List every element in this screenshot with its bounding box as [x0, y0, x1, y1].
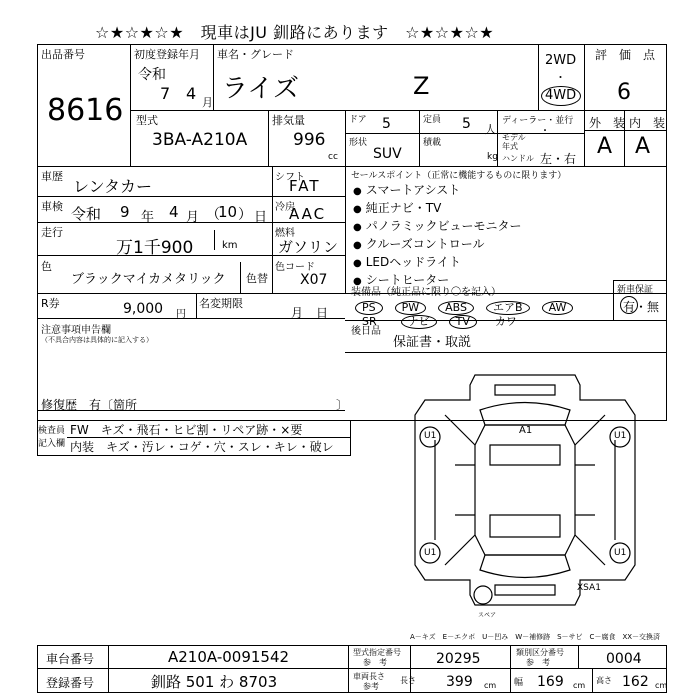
divider — [37, 668, 667, 669]
car-name: ライズ — [222, 74, 299, 104]
divider — [240, 262, 241, 293]
inspector-row-2: 内装 キズ・汚レ・コゲ・穴・スレ・キレ・破レ — [70, 440, 334, 454]
equip-aw: AW — [542, 301, 574, 315]
sales-points-label: セールスポイント（正常に機能するものに限ります） — [351, 171, 567, 181]
height-label: 高さ — [596, 676, 612, 685]
color-code: X07 — [300, 272, 328, 288]
first-reg-label: 初度登録年月 — [134, 48, 200, 61]
divider — [345, 166, 346, 293]
divider — [345, 352, 667, 353]
sales-points-list — [353, 182, 522, 290]
damage-mark-u1: U1 — [614, 548, 627, 558]
color-code-label: 色コード — [275, 262, 315, 273]
notes-label: 注意事項申告欄 — [41, 325, 111, 336]
class-ref: 参 考 — [526, 658, 550, 667]
history-label: 車歴 — [41, 170, 63, 183]
height-unit: cm — [655, 681, 668, 690]
equip-airbag: エアB — [486, 301, 530, 315]
inspector-row-1: FW キズ・飛石・ヒビ割・リペア跡・×要 — [70, 423, 303, 437]
first-reg-month: 4 — [186, 84, 197, 103]
divider — [584, 44, 585, 166]
drive-2wd: 2WD — [545, 53, 577, 68]
divider — [584, 130, 667, 131]
divider — [130, 110, 584, 111]
shift-label: シフト — [275, 172, 305, 183]
inspection-label: 車検 — [41, 200, 63, 213]
equip-pw: PW — [395, 301, 427, 315]
shape-value: SUV — [373, 146, 402, 162]
car-damage-diagram — [395, 365, 655, 615]
doors-label: ドア — [349, 115, 367, 125]
notes-sub: （不具合内容は具体的に記入する） — [41, 336, 153, 344]
ac-label: 冷房 — [275, 202, 295, 213]
handle-label: ハンドル — [502, 154, 534, 163]
warranty-label: 新車保証 — [617, 285, 654, 295]
car-name-label: 車名・グレード — [217, 48, 294, 61]
divider — [538, 44, 539, 110]
divider — [578, 645, 579, 668]
divider — [419, 110, 420, 166]
load-unit: kg — [487, 152, 498, 162]
score-value: 6 — [617, 80, 631, 105]
post-items-label: 後日品 — [351, 326, 381, 337]
inspection-year-unit: 年 — [141, 210, 155, 225]
inspection-paren-close: ） — [238, 207, 252, 223]
recycle-value: 9,000 — [123, 301, 164, 317]
exterior-score: A — [597, 134, 613, 159]
divider — [613, 280, 667, 281]
color-label: 色 — [41, 260, 52, 273]
divider — [510, 645, 511, 693]
displacement-value: 996 — [293, 130, 326, 150]
mileage-unit: km — [222, 240, 238, 251]
first-reg-era: 令和 — [138, 67, 166, 83]
inspection-day-unit: 日 — [254, 210, 268, 225]
lot-label: 出品番号 — [41, 48, 85, 61]
dealer-label: ディーラー・並行 — [502, 116, 574, 126]
inspection-era: 令和 — [71, 205, 102, 223]
dealer-value: ・ — [540, 126, 550, 137]
divider — [272, 166, 273, 293]
interior-label: 内 装 — [629, 116, 666, 130]
equip-abs: ABS — [438, 301, 474, 315]
divider — [345, 110, 346, 166]
damage-mark-u1: U1 — [424, 548, 437, 558]
warranty-yes-circle — [620, 296, 638, 314]
sales-point-item: ● LEDヘッドライト — [353, 255, 461, 269]
sales-point-item: ● パノラミックビューモニター — [353, 219, 522, 233]
deadline-month: 月 — [291, 306, 304, 320]
divider — [584, 110, 667, 111]
first-reg-month-unit: 月 — [202, 96, 213, 109]
length-label-2: 長さ — [400, 676, 416, 685]
divider — [214, 230, 215, 250]
inspection-month: 4 — [169, 203, 179, 221]
ac-value: AAC — [289, 205, 327, 223]
displacement-unit: cc — [328, 152, 338, 162]
length-ref: 参考 — [363, 682, 379, 691]
model-label: 型式 — [136, 114, 158, 127]
inspector-label-2: 記入欄 — [38, 439, 66, 449]
divider — [592, 668, 593, 693]
reg-number: 釧路 501 わ 8703 — [151, 673, 278, 691]
shape-label: 形状 — [349, 138, 368, 148]
mileage-value: 万1千900 — [116, 238, 194, 258]
banner: ☆★☆★☆★ 現車はJU 釧路にあります ☆★☆★☆★ — [95, 23, 495, 42]
chassis-number: A210A-0091542 — [168, 648, 290, 666]
repair-history-end: 〕 — [336, 398, 349, 412]
length-value: 399 — [446, 674, 473, 690]
divider — [613, 280, 614, 320]
divider — [268, 110, 269, 166]
history-value: レンタカー — [73, 177, 152, 196]
fuel-value: ガソリン — [278, 238, 339, 256]
divider — [108, 645, 109, 693]
warranty-value: 有・無 — [623, 300, 660, 314]
divider — [196, 293, 197, 318]
width-unit: cm — [573, 681, 586, 690]
color-value: ブラックマイカメタリック — [71, 272, 226, 287]
equip-leather: カワ — [494, 315, 517, 328]
divider — [348, 645, 349, 693]
equipment-label: 装備品（純正品に限り〇を記入） — [351, 287, 501, 298]
divider — [213, 44, 214, 110]
repair-history: 修復歴 有〔箇所 — [41, 398, 138, 412]
car-grade: Z — [413, 72, 430, 100]
color-change-label: 色替 — [246, 272, 268, 285]
deadline-day: 日 — [316, 306, 329, 320]
shift-value: FAT — [289, 177, 321, 195]
equip-ps: PS — [355, 301, 383, 315]
class-label: 類別区分番号 — [516, 648, 564, 657]
spare-label: スペア — [478, 612, 497, 619]
load-label: 積載 — [423, 138, 442, 148]
sales-point-item: ● クルーズコントロール — [353, 237, 485, 251]
sales-point-item: ● スマートアシスト — [353, 183, 461, 197]
recycle-label: R券 — [41, 297, 60, 310]
equip-navi: ナビ — [401, 315, 437, 329]
doors-value: 5 — [382, 116, 391, 132]
type-no-label: 型式指定番号 — [353, 648, 401, 657]
post-items-value: 保証書・取説 — [393, 335, 472, 350]
width-label: 幅 — [514, 678, 524, 688]
divider — [67, 437, 351, 438]
inspector-label-1: 検査員 — [38, 426, 66, 436]
height-value: 162 — [622, 674, 649, 690]
reg-label: 登録番号 — [46, 676, 95, 690]
divider — [345, 320, 667, 321]
fuel-label: 燃料 — [275, 228, 295, 239]
class-value: 0004 — [606, 651, 642, 667]
damage-legend: A－キズ E－エクボ U－凹み W－補修跡 S－サビ C－腐食 XX－交換済 — [410, 633, 661, 641]
model-value: 3BA-A210A — [152, 130, 248, 150]
sales-point-item: ● シートヒーター — [353, 273, 450, 287]
drive-dot: ・ — [555, 71, 566, 84]
equip-tv: TV — [449, 315, 477, 329]
displacement-label: 排気量 — [272, 114, 305, 127]
type-no-ref: 参 考 — [363, 658, 387, 667]
inspection-year: 9 — [120, 203, 130, 221]
damage-mark-u1: U1 — [614, 431, 627, 441]
divider — [130, 44, 131, 166]
equip-sr: SR — [362, 315, 377, 328]
inspection-paren-open: （ — [206, 207, 220, 223]
sales-point-item: ● 純正ナビ・TV — [353, 201, 442, 215]
deadline-label: 名変期限 — [199, 297, 243, 310]
capacity-label: 定員 — [423, 115, 442, 125]
score-label: 評 価 点 — [595, 48, 656, 62]
length-label: 車両長さ — [353, 672, 385, 681]
damage-mark-a1: A1 — [519, 425, 533, 436]
capacity-unit: 人 — [485, 123, 496, 136]
drive-4wd: 4WD — [545, 88, 577, 103]
damage-mark-xsa1: XSA1 — [577, 583, 601, 593]
lot-number: 8616 — [47, 93, 124, 128]
model-year-label: モデル年式 — [502, 133, 526, 151]
inspection-day: 10 — [218, 203, 238, 221]
interior-score: A — [635, 134, 651, 159]
first-reg-year: 7 — [160, 84, 171, 103]
mileage-label: 走行 — [41, 226, 63, 239]
recycle-unit: 円 — [176, 309, 186, 320]
type-no-value: 20295 — [436, 651, 481, 667]
width-value: 169 — [537, 674, 564, 690]
damage-mark-u1: U1 — [424, 431, 437, 441]
exterior-label: 外 装 — [589, 116, 626, 130]
handle-value: 左・右 — [540, 152, 577, 166]
inspection-month-unit: 月 — [186, 210, 200, 225]
length-unit: cm — [484, 681, 497, 690]
chassis-label: 車台番号 — [46, 652, 95, 666]
capacity-value: 5 — [462, 116, 471, 132]
